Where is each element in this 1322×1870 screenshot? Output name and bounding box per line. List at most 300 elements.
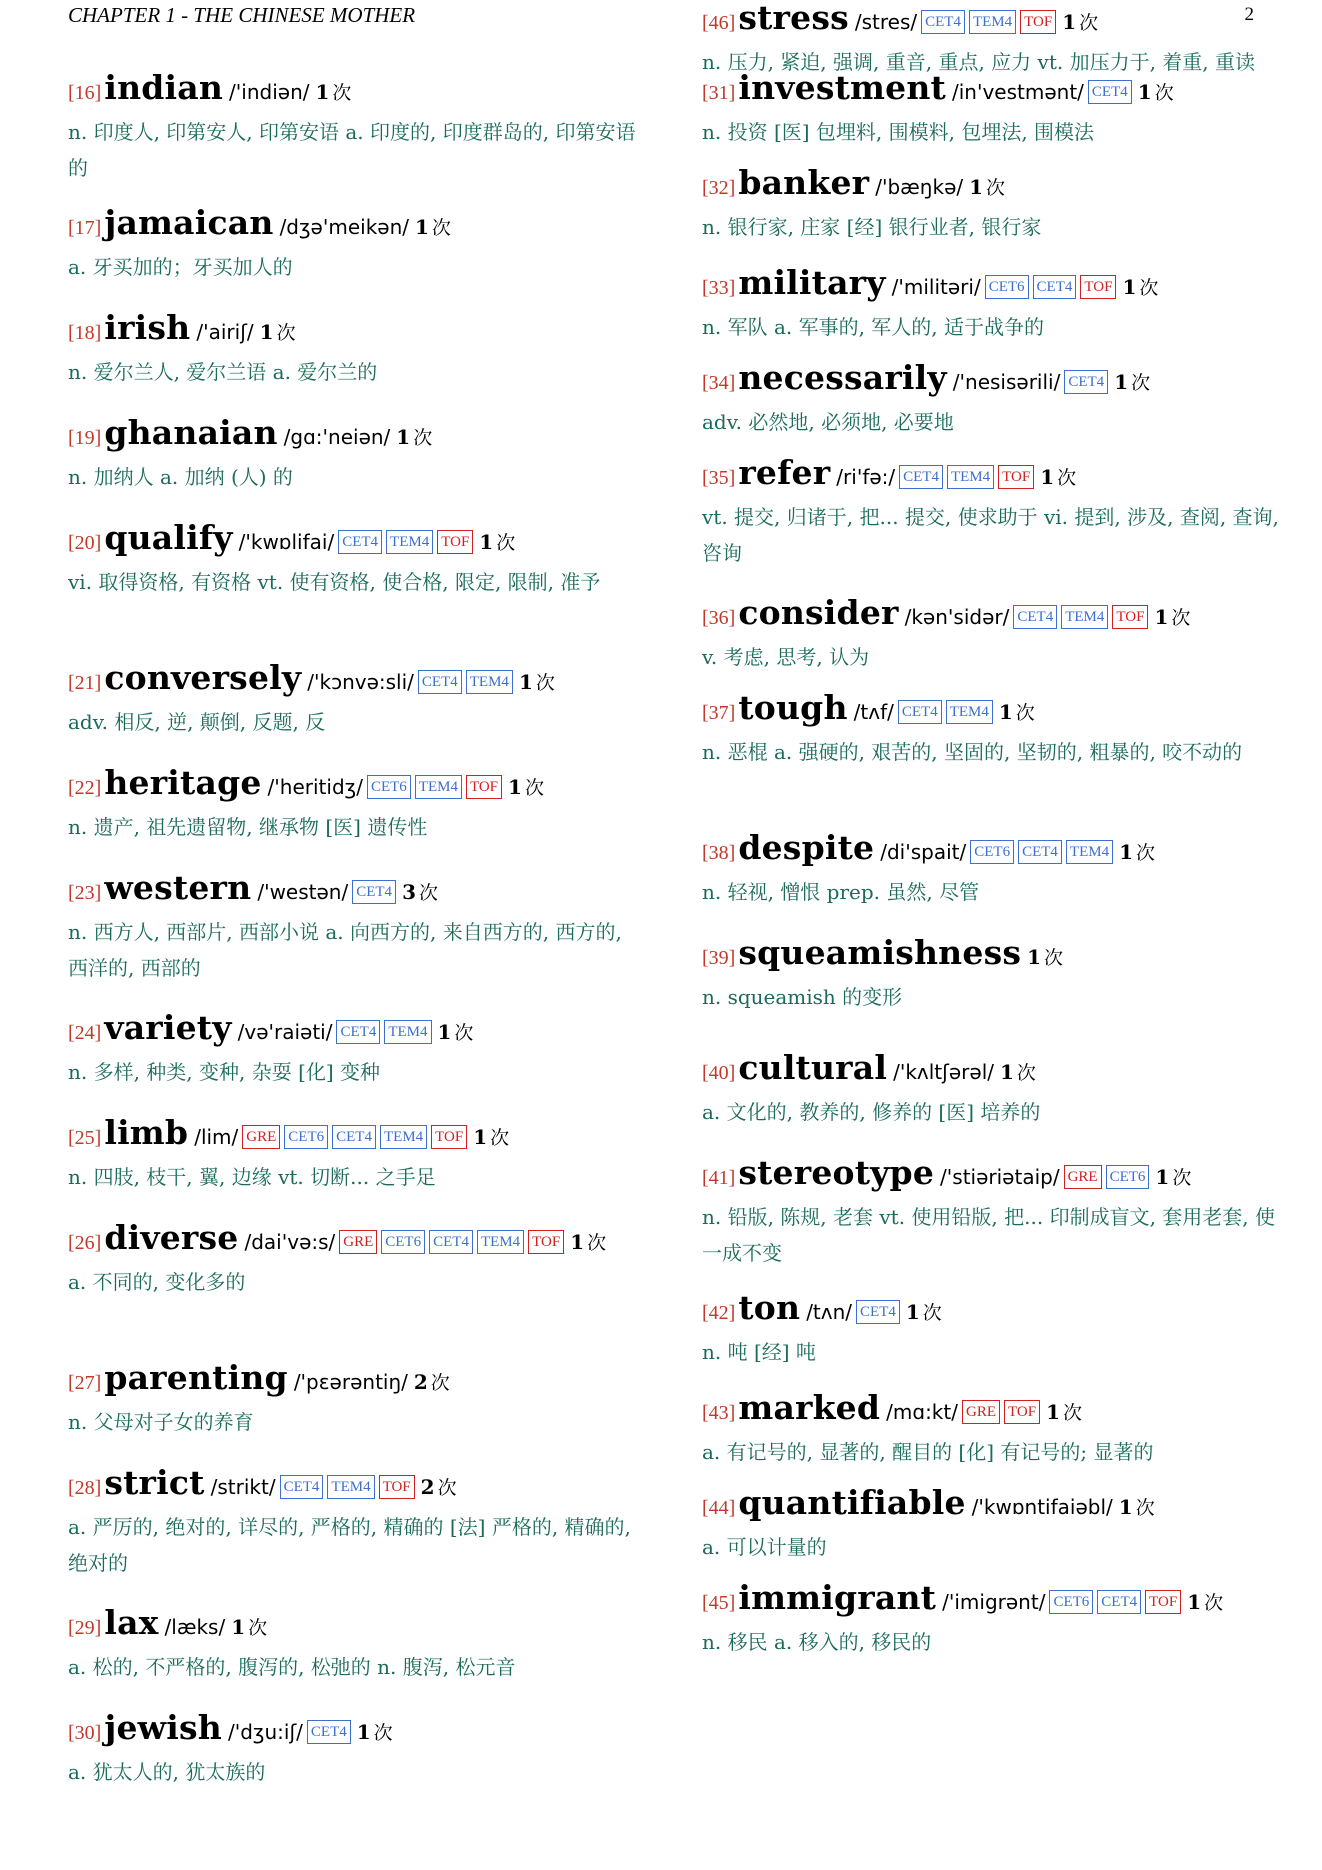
- exam-tag: TEM4: [1066, 840, 1113, 864]
- occurrence-count: 1 次: [396, 425, 433, 449]
- exam-tag: CET4: [921, 10, 965, 34]
- occurrence-count: 1 次: [508, 775, 544, 799]
- exam-tag: GRE: [1064, 1165, 1102, 1189]
- phonetic: /mɑ:kt/: [886, 1400, 958, 1424]
- right-column: [702, 0, 1282, 1870]
- count-suffix: 次: [454, 1022, 474, 1044]
- phonetic: /'kwɒntifaiəbl/: [971, 1495, 1113, 1519]
- word-entry: [68, 660, 648, 740]
- headword: conversely: [104, 658, 302, 697]
- headword: limb: [104, 1113, 189, 1152]
- occurrence-count: 1 次: [1027, 945, 1064, 969]
- exam-tag: TEM4: [477, 1230, 524, 1254]
- exam-tag: TEM4: [946, 700, 993, 724]
- count-suffix: 次: [587, 1232, 607, 1254]
- phonetic: /in'vestmənt/: [952, 80, 1084, 104]
- definition: n. 银行家, 庄家 [经] 银行业者, 银行家: [702, 215, 1042, 239]
- count-suffix: 次: [986, 177, 1006, 199]
- entry-index: [30]: [68, 1722, 102, 1744]
- count-suffix: 次: [1135, 1497, 1155, 1519]
- occurrence-count: 1 次: [1154, 605, 1191, 629]
- word-entry: [702, 0, 1282, 80]
- phonetic: /dai'və:s/: [244, 1230, 336, 1254]
- headword-line: [702, 690, 1282, 732]
- occurrence-count: 1 次: [479, 530, 516, 554]
- definition: a. 严厉的, 绝对的, 详尽的, 严格的, 精确的 [法] 严格的, 精确的, 绝对的: [68, 1515, 631, 1575]
- headword-line: [68, 1220, 648, 1262]
- exam-tag: CET4: [1018, 840, 1062, 864]
- exam-tag: CET6: [970, 840, 1014, 864]
- occurrence-count: 1 次: [1187, 1590, 1224, 1614]
- occurrence-count: 1 次: [1155, 1165, 1192, 1189]
- exam-tag: CET6: [381, 1230, 425, 1254]
- phonetic: /tʌn/: [806, 1300, 853, 1324]
- word-entry: [702, 1580, 1282, 1660]
- headword: necessarily: [738, 358, 947, 397]
- exam-tag: CET6: [284, 1125, 328, 1149]
- headword: qualify: [104, 518, 233, 557]
- word-entry: [702, 1290, 1282, 1370]
- headword-line: [68, 520, 648, 562]
- count-suffix: 次: [1139, 277, 1159, 299]
- exam-tag: TOF: [1112, 605, 1148, 629]
- exam-tag: TEM4: [415, 775, 462, 799]
- entry-index: [17]: [68, 217, 102, 239]
- exam-tag: TEM4: [327, 1475, 374, 1499]
- phonetic: /strikt/: [210, 1475, 276, 1499]
- phonetic: /və'raiəti/: [237, 1020, 333, 1044]
- exam-tag: TEM4: [1061, 605, 1108, 629]
- entry-index: [40]: [702, 1062, 736, 1084]
- exam-tag: CET4: [898, 700, 942, 724]
- phonetic: /'westən/: [257, 880, 349, 904]
- headword-line: [702, 1485, 1282, 1527]
- exam-tag: CET4: [1088, 80, 1132, 104]
- entry-index: [21]: [68, 672, 102, 694]
- exam-tag: CET4: [1013, 605, 1057, 629]
- phonetic: /læks/: [164, 1615, 226, 1639]
- headword-line: [702, 0, 1282, 42]
- definition: n. 投资 [医] 包埋料, 围模料, 包埋法, 围模法: [702, 120, 1095, 144]
- word-entry: [68, 765, 648, 845]
- exam-tag: TEM4: [947, 465, 994, 489]
- headword: quantifiable: [738, 1483, 966, 1522]
- entry-index: [39]: [702, 947, 736, 969]
- headword: variety: [104, 1008, 232, 1047]
- phonetic: /tʌf/: [853, 700, 894, 724]
- occurrence-count: 2 次: [420, 1475, 457, 1499]
- word-entry: [702, 1155, 1282, 1271]
- exam-tag: TOF: [528, 1230, 564, 1254]
- count-suffix: 次: [1204, 1592, 1224, 1614]
- page-number: 2: [1244, 4, 1254, 25]
- word-entry: [68, 870, 648, 986]
- occurrence-count: 1 次: [473, 1125, 510, 1149]
- headword: ton: [738, 1288, 801, 1327]
- occurrence-count: 1 次: [1119, 840, 1156, 864]
- entry-index: [36]: [702, 607, 736, 629]
- word-entry: [68, 70, 648, 186]
- entry-index: [25]: [68, 1127, 102, 1149]
- phonetic: /di'spait/: [880, 840, 967, 864]
- word-entry: [68, 1115, 648, 1195]
- headword-line: [702, 455, 1282, 497]
- phonetic: /lim/: [194, 1125, 239, 1149]
- exam-tag: TEM4: [466, 670, 513, 694]
- occurrence-count: 1 次: [1122, 275, 1159, 299]
- headword: immigrant: [738, 1578, 937, 1617]
- count-suffix: 次: [1057, 467, 1077, 489]
- entry-index: [35]: [702, 467, 736, 489]
- headword: cultural: [738, 1048, 888, 1087]
- count-suffix: 次: [490, 1127, 510, 1149]
- headword-line: [68, 660, 648, 702]
- count-suffix: 次: [1044, 947, 1064, 969]
- headword: banker: [738, 163, 870, 202]
- headword: diverse: [104, 1218, 239, 1257]
- word-entry: [702, 265, 1282, 345]
- headword-line: [702, 1390, 1282, 1432]
- word-entry: [702, 1390, 1282, 1470]
- headword-line: [68, 1465, 648, 1507]
- phonetic: /'kwɒlifai/: [238, 530, 335, 554]
- exam-tag: GRE: [339, 1230, 377, 1254]
- definition: n. squeamish 的变形: [702, 985, 903, 1009]
- definition: n. 轻视, 憎恨 prep. 虽然, 尽管: [702, 880, 980, 904]
- exam-tag: TEM4: [384, 1020, 431, 1044]
- headword: parenting: [104, 1358, 288, 1397]
- occurrence-count: 1 次: [905, 1300, 942, 1324]
- headword-line: [68, 1010, 648, 1052]
- entry-index: [16]: [68, 82, 102, 104]
- headword-line: [702, 360, 1282, 402]
- phonetic: /gɑ:'neiən/: [283, 425, 391, 449]
- headword-line: [68, 310, 648, 352]
- headword: military: [738, 263, 886, 302]
- definition: a. 牙买加的；牙买加人的: [68, 255, 293, 279]
- exam-tag: TOF: [466, 775, 502, 799]
- phonetic: /'kɔnvə:sli/: [307, 670, 414, 694]
- occurrence-count: 1 次: [315, 80, 352, 104]
- headword-line: [68, 70, 648, 112]
- entry-index: [31]: [702, 82, 736, 104]
- headword-line: [68, 1115, 648, 1157]
- occurrence-count: 1 次: [1118, 1495, 1155, 1519]
- count-suffix: 次: [248, 1617, 268, 1639]
- phonetic: /'pɛərəntiŋ/: [293, 1370, 408, 1394]
- exam-tag: TEM4: [386, 530, 433, 554]
- headword: lax: [104, 1603, 159, 1642]
- occurrence-count: 1 次: [518, 670, 555, 694]
- count-suffix: 次: [1171, 607, 1191, 629]
- headword-line: [68, 415, 648, 457]
- exam-tag: CET6: [1106, 1165, 1150, 1189]
- word-entry: [702, 455, 1282, 571]
- definition: n. 压力, 紧迫, 强调, 重音, 重点, 应力 vt. 加压力于, 着重, 重读: [702, 50, 1256, 74]
- definition: n. 西方人, 西部片, 西部小说 a. 向西方的, 来自西方的, 西方的, 西洋的, 西部的: [68, 920, 622, 980]
- entry-index: [22]: [68, 777, 102, 799]
- headword: stress: [738, 0, 849, 37]
- exam-tag: CET4: [1033, 275, 1077, 299]
- exam-tag: TOF: [1004, 1400, 1040, 1424]
- exam-tag: CET4: [429, 1230, 473, 1254]
- exam-tag: CET4: [338, 530, 382, 554]
- definition: a. 有记号的, 显著的, 醒目的 [化] 有记号的; 显著的: [702, 1440, 1154, 1464]
- exam-tag: TOF: [1020, 10, 1056, 34]
- occurrence-count: 3 次: [402, 880, 438, 904]
- headword: irish: [104, 308, 191, 347]
- phonetic: /'bæŋkə/: [875, 175, 964, 199]
- exam-tag: CET4: [1064, 370, 1108, 394]
- definition: n. 移民 a. 移入的, 移民的: [702, 1630, 932, 1654]
- word-entry: [68, 205, 648, 285]
- count-suffix: 次: [1131, 372, 1151, 394]
- occurrence-count: 1 次: [998, 700, 1035, 724]
- exam-tag: CET4: [307, 1720, 351, 1744]
- entry-index: [37]: [702, 702, 736, 724]
- occurrence-count: 1 次: [231, 1615, 268, 1639]
- entry-index: [45]: [702, 1592, 736, 1614]
- headword-line: [702, 935, 1282, 977]
- phonetic: /'imigrənt/: [942, 1590, 1046, 1614]
- occurrence-count: 2 次: [413, 1370, 450, 1394]
- entry-index: [27]: [68, 1372, 102, 1394]
- definition: n. 恶棍 a. 强硬的, 艰苦的, 坚固的, 坚韧的, 粗暴的, 咬不动的: [702, 740, 1243, 764]
- headword-line: [68, 765, 648, 807]
- word-entry: [68, 1605, 648, 1685]
- word-entry: [68, 520, 648, 600]
- exam-tag: TOF: [437, 530, 473, 554]
- exam-tag: CET4: [336, 1020, 380, 1044]
- count-suffix: 次: [535, 672, 555, 694]
- definition: n. 铅版, 陈规, 老套 vt. 使用铅版, 把... 印制成盲文, 套用老套, 使一成不变: [702, 1205, 1276, 1265]
- exam-tag: CET4: [856, 1300, 900, 1324]
- definition: n. 吨 [经] 吨: [702, 1340, 816, 1364]
- count-suffix: 次: [1015, 702, 1035, 724]
- headword-line: [68, 1360, 648, 1402]
- headword-line: [702, 1290, 1282, 1332]
- word-entry: [702, 690, 1282, 770]
- word-entry: [68, 1465, 648, 1581]
- exam-tag: CET6: [367, 775, 411, 799]
- headword: jamaican: [104, 203, 274, 242]
- word-entry: [702, 1050, 1282, 1130]
- occurrence-count: 1 次: [415, 215, 451, 239]
- entry-index: [44]: [702, 1497, 736, 1519]
- headword: jewish: [104, 1708, 222, 1747]
- entry-index: [29]: [68, 1617, 102, 1639]
- word-entry: [702, 360, 1282, 440]
- count-suffix: 次: [1136, 842, 1156, 864]
- entry-index: [23]: [68, 882, 102, 904]
- phonetic: /kən'sidər/: [904, 605, 1010, 629]
- definition: a. 可以计量的: [702, 1535, 827, 1559]
- phonetic: /'airiʃ/: [196, 320, 254, 344]
- exam-tag: CET6: [1049, 1590, 1093, 1614]
- definition: v. 考虑, 思考, 认为: [702, 645, 870, 669]
- count-suffix: 次: [276, 322, 296, 344]
- headword: indian: [104, 68, 224, 107]
- definition: a. 松的, 不严格的, 腹泻的, 松弛的 n. 腹泻, 松元音: [68, 1655, 516, 1679]
- phonetic: /dʒə'meikən/: [279, 215, 409, 239]
- headword: stereotype: [738, 1153, 935, 1192]
- count-suffix: 次: [431, 217, 451, 239]
- definition: n. 军队 a. 军事的, 军人的, 适于战争的: [702, 315, 1045, 339]
- occurrence-count: 1 次: [356, 1720, 393, 1744]
- count-suffix: 次: [496, 532, 516, 554]
- occurrence-count: 1 次: [1040, 465, 1077, 489]
- entry-index: [38]: [702, 842, 736, 864]
- count-suffix: 次: [524, 777, 544, 799]
- definition: n. 印度人, 印第安人, 印第安语 a. 印度的, 印度群岛的, 印第安语的: [68, 120, 636, 180]
- word-entry: [68, 1220, 648, 1300]
- exam-tag: TOF: [1080, 275, 1116, 299]
- definition: a. 犹太人的, 犹太族的: [68, 1760, 266, 1784]
- entry-index: [46]: [702, 12, 736, 34]
- headword-line: [702, 265, 1282, 307]
- headword-line: [702, 1050, 1282, 1092]
- phonetic: /'stiəriətaip/: [940, 1165, 1060, 1189]
- exam-tag: CET6: [985, 275, 1029, 299]
- count-suffix: 次: [1154, 82, 1174, 104]
- chapter-title: CHAPTER 1 - THE CHINESE MOTHER: [68, 2, 416, 27]
- count-suffix: 次: [1062, 1402, 1082, 1424]
- phonetic: /'heritidʒ/: [267, 775, 363, 799]
- definition: adv. 必然地, 必须地, 必要地: [702, 410, 954, 434]
- occurrence-count: 1 次: [1000, 1060, 1036, 1084]
- headword-line: [68, 1605, 648, 1647]
- headword-line: [68, 1710, 648, 1752]
- count-suffix: 次: [922, 1302, 942, 1324]
- exam-tag: CET4: [280, 1475, 324, 1499]
- exam-tag: TOF: [379, 1475, 415, 1499]
- count-suffix: 次: [1079, 12, 1099, 34]
- headword-line: [702, 830, 1282, 872]
- headword: despite: [738, 828, 875, 867]
- headword-line: [68, 870, 648, 912]
- headword-line: [68, 205, 648, 247]
- headword: western: [104, 868, 252, 907]
- exam-tag: CET4: [352, 880, 396, 904]
- entry-index: [41]: [702, 1167, 736, 1189]
- headword-line: [702, 595, 1282, 637]
- entry-index: [18]: [68, 322, 102, 344]
- definition: n. 加纳人 a. 加纳 (人) 的: [68, 465, 293, 489]
- word-entry: [68, 1010, 648, 1090]
- phonetic: /'militəri/: [891, 275, 981, 299]
- exam-tag: TOF: [431, 1125, 467, 1149]
- headword: investment: [738, 68, 946, 107]
- entry-index: [20]: [68, 532, 102, 554]
- word-entry: [68, 415, 648, 495]
- entry-index: [33]: [702, 277, 736, 299]
- word-entry: [68, 1360, 648, 1440]
- headword: ghanaian: [104, 413, 278, 452]
- phonetic: /stres/: [854, 10, 918, 34]
- word-entry: [68, 310, 648, 390]
- exam-tag: GRE: [962, 1400, 1000, 1424]
- word-entry: [702, 1485, 1282, 1565]
- count-suffix: 次: [430, 1372, 450, 1394]
- entry-index: [32]: [702, 177, 736, 199]
- definition: vi. 取得资格, 有资格 vt. 使有资格, 使合格, 限定, 限制, 准予: [68, 570, 601, 594]
- headword-line: [702, 1155, 1282, 1197]
- entry-index: [24]: [68, 1022, 102, 1044]
- word-entry: [702, 830, 1282, 910]
- word-entry: [68, 1710, 648, 1790]
- entry-index: [19]: [68, 427, 102, 449]
- count-suffix: 次: [437, 1477, 457, 1499]
- definition: n. 四肢, 枝干, 翼, 边缘 vt. 切断... 之手足: [68, 1165, 436, 1189]
- headword: refer: [738, 453, 831, 492]
- headword: tough: [738, 688, 848, 727]
- occurrence-count: 1 次: [969, 175, 1006, 199]
- entry-index: [43]: [702, 1402, 736, 1424]
- word-entry: [702, 165, 1282, 245]
- headword-line: [702, 1580, 1282, 1622]
- occurrence-count: 1 次: [1046, 1400, 1082, 1424]
- definition: n. 遗产, 祖先遗留物, 继承物 [医] 遗传性: [68, 815, 428, 839]
- entry-index: [34]: [702, 372, 736, 394]
- phonetic: /ri'fə:/: [836, 465, 896, 489]
- word-entry: [702, 935, 1282, 1015]
- definition: vt. 提交, 归诸于, 把... 提交, 使求助于 vi. 提到, 涉及, 查阅, 查询, 咨询: [702, 505, 1279, 565]
- count-suffix: 次: [1172, 1167, 1192, 1189]
- count-suffix: 次: [373, 1722, 393, 1744]
- exam-tag: GRE: [242, 1125, 280, 1149]
- definition: n. 多样, 种类, 变种, 杂耍 [化] 变种: [68, 1060, 381, 1084]
- entry-index: [28]: [68, 1477, 102, 1499]
- occurrence-count: 1 次: [570, 1230, 607, 1254]
- word-entry: [702, 595, 1282, 675]
- occurrence-count: 1 次: [1137, 80, 1174, 104]
- phonetic: /'nesisərili/: [952, 370, 1061, 394]
- occurrence-count: 1 次: [437, 1020, 474, 1044]
- count-suffix: 次: [332, 82, 352, 104]
- headword: strict: [104, 1463, 205, 1502]
- definition: n. 爱尔兰人, 爱尔兰语 a. 爱尔兰的: [68, 360, 378, 384]
- phonetic: /'dʒu:iʃ/: [227, 1720, 303, 1744]
- exam-tag: CET4: [1097, 1590, 1141, 1614]
- occurrence-count: 1 次: [1062, 10, 1099, 34]
- entry-index: [42]: [702, 1302, 736, 1324]
- headword: squeamishness: [738, 933, 1022, 972]
- definition: adv. 相反, 逆, 颠倒, 反题, 反: [68, 710, 326, 734]
- exam-tag: TOF: [1145, 1590, 1181, 1614]
- count-suffix: 次: [1016, 1062, 1036, 1084]
- headword: consider: [738, 593, 899, 632]
- phonetic: /'kʌltʃərəl/: [893, 1060, 994, 1084]
- headword-line: [702, 165, 1282, 207]
- exam-tag: TEM4: [380, 1125, 427, 1149]
- headword: heritage: [104, 763, 262, 802]
- phonetic: /'indiən/: [229, 80, 310, 104]
- definition: a. 不同的, 变化多的: [68, 1270, 246, 1294]
- exam-tag: TEM4: [969, 10, 1016, 34]
- exam-tag: CET4: [332, 1125, 376, 1149]
- word-entry: [702, 70, 1282, 150]
- count-suffix: 次: [413, 427, 433, 449]
- exam-tag: CET4: [418, 670, 462, 694]
- left-column: [68, 0, 648, 1870]
- headword: marked: [738, 1388, 881, 1427]
- definition: n. 父母对子女的养育: [68, 1410, 254, 1434]
- entry-index: [26]: [68, 1232, 102, 1254]
- occurrence-count: 1 次: [259, 320, 296, 344]
- definition: a. 文化的, 教养的, 修养的 [医] 培养的: [702, 1100, 1041, 1124]
- count-suffix: 次: [418, 882, 438, 904]
- exam-tag: TOF: [998, 465, 1034, 489]
